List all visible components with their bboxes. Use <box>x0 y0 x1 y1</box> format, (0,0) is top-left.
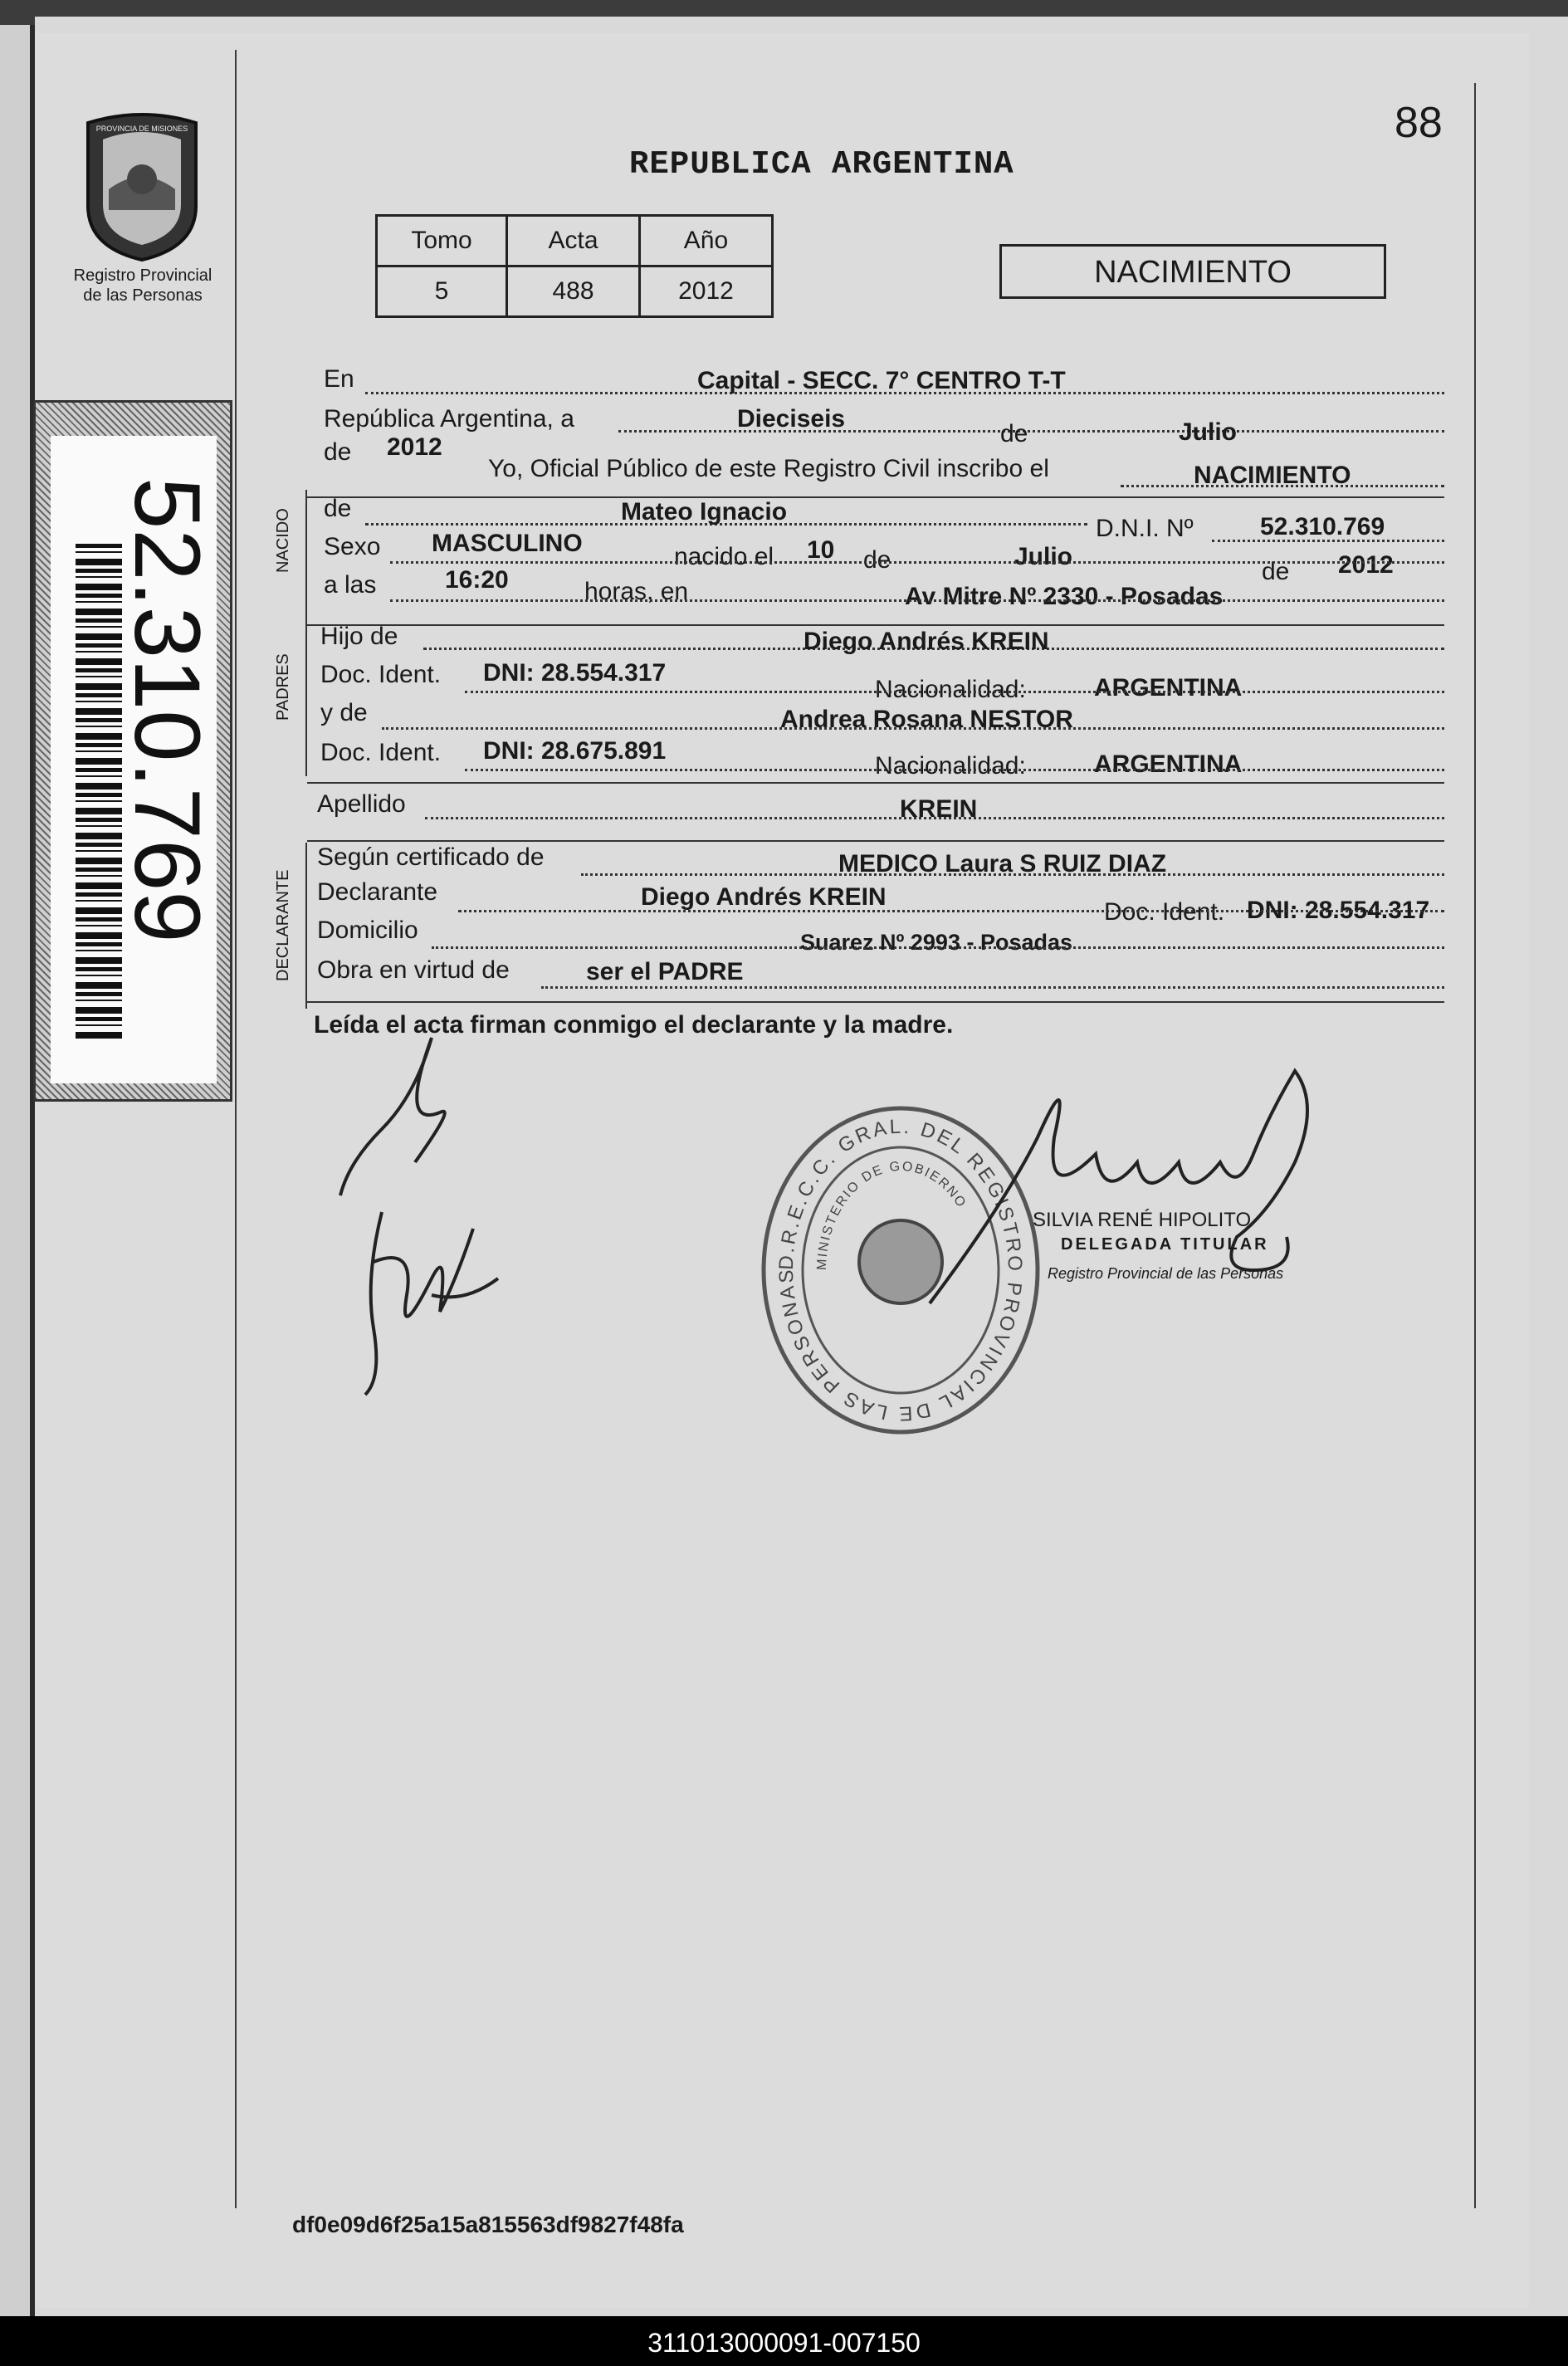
value-dia-letras: Dieciseis <box>737 405 846 433</box>
section-divider-padres <box>305 623 307 776</box>
label-nacionalidad-1: Nacionalidad: <box>875 676 1026 703</box>
label-dni: D.N.I. Nº <box>1096 515 1194 542</box>
dotted-line <box>390 599 1444 602</box>
value-nombre: Mateo Ignacio <box>621 498 788 526</box>
dotted-line <box>541 986 1444 989</box>
value-apellido: KREIN <box>900 795 978 823</box>
dotted-line <box>581 873 1444 876</box>
label-segun-certificado: Según certificado de <box>317 843 545 871</box>
official-role: DELEGADA TITULAR <box>1061 1235 1269 1254</box>
section-label-padres: PADRES <box>274 653 292 721</box>
label-en: En <box>324 365 354 393</box>
header-acta: Acta <box>507 216 640 266</box>
dotted-line <box>465 691 1444 693</box>
label-de-month: de <box>1262 558 1290 585</box>
value-tomo: 5 <box>377 266 507 317</box>
header-tomo: Tomo <box>377 216 507 266</box>
label-core <box>51 436 217 1083</box>
section-divider-declarante <box>305 843 307 1009</box>
label-doc-ident-1: Doc. Ident. <box>320 661 442 688</box>
official-office: Registro Provincial de las Personas <box>1048 1265 1284 1282</box>
value-mes: Julio <box>1179 418 1238 446</box>
page-number: 88 <box>1395 99 1443 147</box>
value-mes-nac: Julio <box>1014 543 1073 570</box>
side-dni-number: 52.310.769 <box>115 477 219 943</box>
section-rule <box>307 624 1444 626</box>
value-acta: 488 <box>507 266 640 317</box>
value-domicilio: Suarez Nº 2993 - Posadas <box>800 930 1073 955</box>
section-label-declarante: DECLARANTE <box>274 869 292 981</box>
document-hash: df0e09d6f25a15a815563df9827f48fa <box>292 2212 684 2237</box>
declarant-signature-icon <box>332 1029 548 1395</box>
value-hora: 16:20 <box>445 566 509 594</box>
seal-logo-text: PROVINCIA DE MISIONES <box>95 125 188 133</box>
label-nacido-el: nacido el <box>674 543 774 570</box>
value-declarante-doc: DNI: 28.554.317 <box>1247 897 1430 924</box>
record-table-values <box>377 266 773 317</box>
value-madre-nac: ARGENTINA <box>1094 750 1243 778</box>
value-lugar: Capital - SECC. 7° CENTRO T-T <box>697 367 1066 394</box>
dotted-line <box>382 727 1444 730</box>
label-sexo: Sexo <box>324 533 381 560</box>
label-declarante: Declarante <box>317 878 438 906</box>
scan-id: 311013000091-007150 <box>647 2328 921 2358</box>
value-madre-doc: DNI: 28.675.891 <box>483 737 667 765</box>
official-name: SILVIA RENÉ HIPOLITO <box>1033 1209 1252 1231</box>
record-table-header <box>377 216 773 266</box>
dotted-line <box>458 910 1444 912</box>
label-de-day: de <box>863 546 891 574</box>
section-label-nacido: NACIDO <box>274 508 292 573</box>
label-nacionalidad-2: Nacionalidad: <box>875 752 1026 780</box>
label-apellido: Apellido <box>317 790 406 818</box>
record-table <box>375 214 774 318</box>
value-lugar-nac: Av Mitre Nº 2330 - Posadas <box>905 583 1224 610</box>
section-rule <box>307 840 1444 842</box>
value-dia-nac: 10 <box>807 536 835 564</box>
label-y-de: y de <box>320 699 368 726</box>
label-republica: República Argentina, a <box>324 405 574 433</box>
record-type-box: NACIMIENTO <box>999 244 1386 299</box>
value-padre-doc: DNI: 28.554.317 <box>483 659 667 687</box>
section-rule <box>307 782 1444 784</box>
label-domicilio: Domicilio <box>317 917 418 944</box>
label-de-year: de <box>324 438 352 466</box>
header-anio: Año <box>640 216 773 266</box>
value-sexo: MASCULINO <box>432 530 583 557</box>
label-de-name: de <box>324 495 352 522</box>
value-madre: Andrea Rosana NESTOR <box>780 706 1073 733</box>
label-de: de <box>1000 420 1028 447</box>
value-padre: Diego Andrés KREIN <box>804 628 1049 655</box>
dotted-line <box>465 769 1444 771</box>
value-obra: ser el PADRE <box>586 958 744 985</box>
dotted-line <box>425 817 1444 819</box>
registry-label-line1: Registro Provincial <box>73 266 212 285</box>
dni-side-label <box>33 400 232 1102</box>
closing-statement: Leída el acta firman conmigo el declarante y la madre. <box>314 1011 954 1039</box>
value-anio-nac: 2012 <box>1338 551 1394 579</box>
registry-label-line2: de las Personas <box>83 286 203 305</box>
section-divider-nacido <box>305 490 307 623</box>
value-anio: 2012 <box>640 266 773 317</box>
registry-label <box>43 266 242 306</box>
page-title: REPUBLICA ARGENTINA <box>629 146 1014 183</box>
frame-right-line <box>1474 83 1476 2208</box>
label-doc-ident-2: Doc. Ident. <box>320 739 442 766</box>
left-sheet-edge <box>0 25 30 2316</box>
value-padre-nac: ARGENTINA <box>1094 674 1243 701</box>
dotted-line <box>432 946 1444 949</box>
stamp-text: D.R.E.C.C. GRAL. DEL REGISTRO PROVINCIAL DE LAS PERSONAS <box>774 1115 1027 1425</box>
label-doc-ident-3: Doc. Ident. <box>1104 898 1225 926</box>
frame-left-line <box>235 50 237 2208</box>
province-seal-icon <box>71 106 212 264</box>
value-declarante: Diego Andrés KREIN <box>641 883 887 911</box>
label-obra-en-virtud: Obra en virtud de <box>317 956 510 984</box>
value-dni-nacido: 52.310.769 <box>1260 513 1385 540</box>
value-anio: 2012 <box>387 433 442 461</box>
label-hijo-de: Hijo de <box>320 623 398 650</box>
dotted-line <box>390 561 1444 564</box>
section-rule <box>307 1001 1444 1003</box>
official-signature-icon <box>905 1038 1336 1337</box>
label-oficial: Yo, Oficial Público de este Registro Civil inscribo el <box>488 455 1049 482</box>
label-horas-en: horas, en <box>584 578 689 605</box>
value-certificado: MEDICO Laura S RUIZ DIAZ <box>838 850 1167 877</box>
stamp-inner-text: MINISTERIO DE GOBIERNO <box>814 1159 970 1271</box>
section-rule <box>307 496 1444 498</box>
label-a-las: a las <box>324 571 377 599</box>
value-tipo: NACIMIENTO <box>1194 462 1351 489</box>
